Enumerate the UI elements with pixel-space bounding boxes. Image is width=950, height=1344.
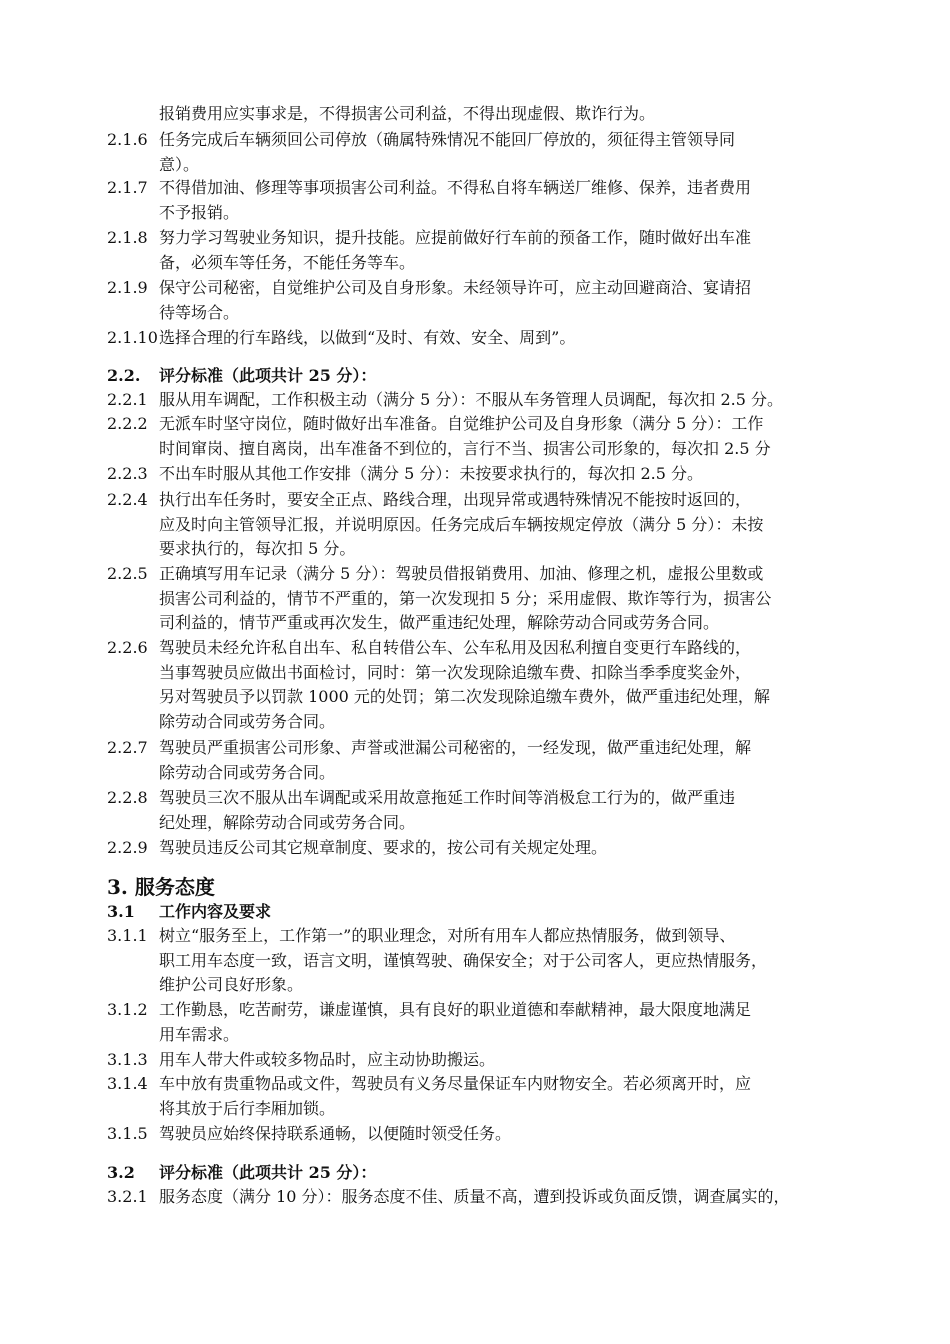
subsection-heading: 评分标准（此项共计 25 分）： <box>159 366 377 385</box>
item-number: 2.2.9 <box>107 838 148 857</box>
item-number: 2.1.10 <box>107 328 158 347</box>
item-text-line: 当事驾驶员应做出书面检讨，同时：第一次发现除追缴车费、扣除当季季度奖金外， <box>159 662 752 682</box>
item-number: 3.1.3 <box>107 1050 148 1069</box>
item-text-line: 正确填写用车记录（满分 5 分）：驾驶员借报销费用、加油、修理之机，虚报公里数或 <box>159 564 764 583</box>
item-number: 2.2.3 <box>107 464 148 483</box>
item-number: 2.2.2 <box>107 414 148 433</box>
item-text-line: 执行出车任务时，要安全正点、路线合理，出现异常或遇特殊情况不能按时返回的， <box>159 490 752 509</box>
item-number: 2.2.6 <box>107 638 148 657</box>
item-text-line: 要求执行的，每次扣 5 分。 <box>159 539 356 558</box>
item-text-line: 任务完成后车辆须回公司停放（确属特殊情况不能回厂停放的，须征得主管领导同 <box>159 130 736 149</box>
item-text-line: 驾驶员违反公司其它规章制度、要求的，按公司有关规定处理。 <box>159 838 608 857</box>
item-text-line: 驾驶员未经允许私自出车、私自转借公车、公车私用及因私利擅自变更行车路线的， <box>159 638 752 657</box>
item-text-line: 不予报销。 <box>159 202 240 222</box>
item-text-line: 应及时向主管领导汇报，并说明原因。任务完成后车辆按规定停放（满分 5 分）：未按 <box>159 514 764 534</box>
item-text-line: 待等场合。 <box>159 302 240 322</box>
item-text-line: 时间窜岗、擅自离岗，出车准备不到位的，言行不当、损害公司形象的，每次扣 2.5 分 <box>159 438 771 458</box>
item-text-line: 选择合理的行车路线，以做到“及时、有效、安全、周到”。 <box>159 328 576 347</box>
paragraph-text: 报销费用应实事求是，不得损害公司利益，不得出现虚假、欺诈行为。 <box>159 104 656 123</box>
item-text-line: 职工用车态度一致，语言文明，谨慎驾驶、确保安全；对于公司客人，更应热情服务， <box>159 950 768 970</box>
subsection-number: 2.2. <box>107 366 141 385</box>
item-text-line: 除劳动合同或劳务合同。 <box>159 762 336 782</box>
item-text-line: 维护公司良好形象。 <box>159 975 304 994</box>
item-text-line: 损害公司利益的，情节不严重的，第一次发现扣 5 分；采用虚假、欺诈等行为，损害公 <box>159 588 772 608</box>
item-number: 2.2.8 <box>107 788 148 807</box>
item-text-line: 不出车时服从其他工作安排（满分 5 分）：未按要求执行的，每次扣 2.5 分。 <box>159 464 703 483</box>
item-text-line: 服务态度（满分 10 分）：服务态度不佳、质量不高，遭到投诉或负面反馈，调查属实的， <box>159 1187 790 1206</box>
item-text-line: 用车人带大件或较多物品时，应主动协助搬运。 <box>159 1050 496 1069</box>
item-text-line: 将其放于后行李厢加锁。 <box>159 1098 336 1118</box>
item-text-line: 驾驶员应始终保持联系通畅，以便随时领受任务。 <box>159 1124 512 1143</box>
item-text-line: 无派车时坚守岗位，随时做好出车准备。自觉维护公司及自身形象（满分 5 分）：工作 <box>159 414 764 433</box>
item-text-line: 努力学习驾驶业务知识，提升技能。应提前做好行车前的预备工作，随时做好出车准 <box>159 228 752 247</box>
item-number: 2.1.6 <box>107 130 148 149</box>
item-number: 3.1.4 <box>107 1074 148 1093</box>
item-text-line: 司利益的，情节严重或再次发生，做严重违纪处理，解除劳动合同或劳务合同。 <box>159 613 720 632</box>
item-text-line: 树立“服务至上，工作第一”的职业理念，对所有用车人都应热情服务，做到领导、 <box>159 926 736 945</box>
subsection-heading: 工作内容及要求 <box>159 902 272 921</box>
item-text-line: 用车需求。 <box>159 1024 240 1044</box>
item-text-line: 工作勤恳，吃苦耐劳，谦虚谨慎，具有良好的职业道德和奉献精神，最大限度地满足 <box>159 1000 752 1019</box>
section-heading: 3. 服务态度 <box>107 875 215 899</box>
item-number: 3.1.1 <box>107 926 148 945</box>
item-number: 3.1.2 <box>107 1000 148 1019</box>
item-number: 2.2.1 <box>107 390 148 409</box>
subsection-number: 3.2 <box>107 1163 135 1182</box>
item-text-line: 另对驾驶员予以罚款 1000 元的处罚；第二次发现除追缴车费外，做严重违纪处理，解 <box>159 687 770 706</box>
item-text-line: 备，必须车等任务，不能任务等车。 <box>159 252 416 272</box>
item-text-line: 服从用车调配，工作积极主动（满分 5 分）：不服从车务管理人员调配，每次扣 2.5 分。 <box>159 390 783 409</box>
item-text-line: 驾驶员严重损害公司形象、声誉或泄漏公司秘密的，一经发现，做严重违纪处理，解 <box>159 738 752 757</box>
item-number: 2.1.9 <box>107 278 148 297</box>
subsection-heading: 评分标准（此项共计 25 分）： <box>159 1163 377 1182</box>
item-text-line: 保守公司秘密，自觉维护公司及自身形象。未经领导许可，应主动回避商洽、宴请招 <box>159 278 752 297</box>
item-number: 2.2.4 <box>107 490 148 509</box>
item-text-line: 车中放有贵重物品或文件，驾驶员有义务尽量保证车内财物安全。若必须离开时，应 <box>159 1074 752 1093</box>
item-text-line: 除劳动合同或劳务合同。 <box>159 711 336 731</box>
item-number: 2.2.7 <box>107 738 148 757</box>
item-text-line: 纪处理，解除劳动合同或劳务合同。 <box>159 812 416 832</box>
item-text-line: 驾驶员三次不服从出车调配或采用故意拖延工作时间等消极怠工行为的，做严重违 <box>159 788 736 807</box>
item-number: 2.1.8 <box>107 228 148 247</box>
item-number: 3.1.5 <box>107 1124 148 1143</box>
item-text-line: 不得借加油、修理等事项损害公司利益。不得私自将车辆送厂维修、保养，违者费用 <box>159 178 752 197</box>
item-number: 3.2.1 <box>107 1187 148 1206</box>
item-text-line: 意）。 <box>159 154 200 174</box>
item-number: 2.2.5 <box>107 564 148 583</box>
subsection-number: 3.1 <box>107 902 135 921</box>
item-number: 2.1.7 <box>107 178 148 197</box>
